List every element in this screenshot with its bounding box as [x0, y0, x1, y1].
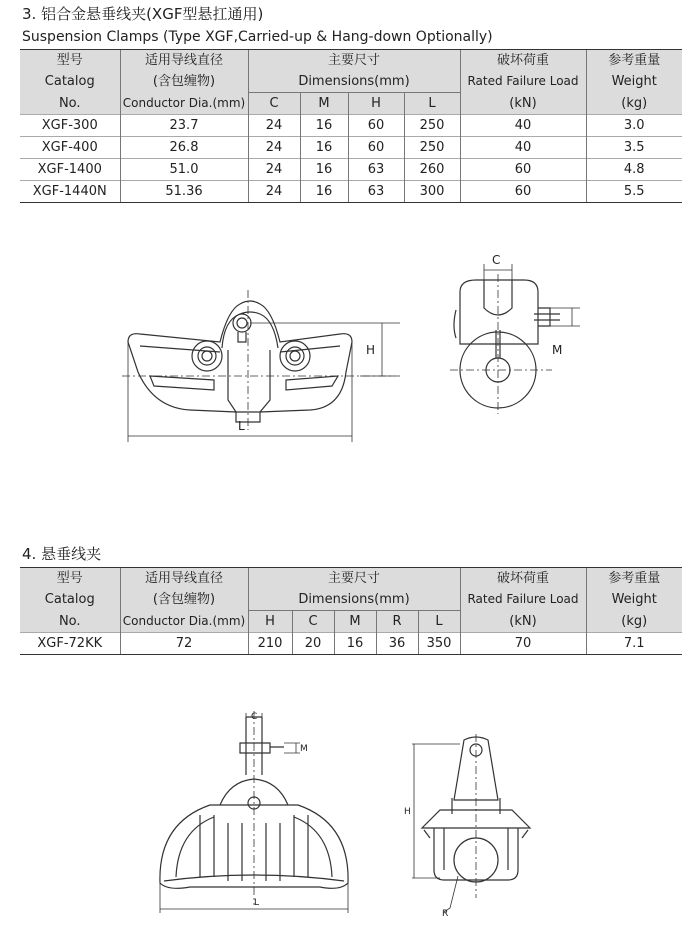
header-dim-col: H	[348, 93, 404, 115]
header-weight-cn: 参考重量	[586, 50, 682, 72]
cell: 26.8	[120, 137, 248, 159]
table-header-row-3	[20, 93, 682, 115]
header-dia-sub: (含包缠物)	[120, 589, 248, 611]
xgf72kk-side-view-drawing	[400, 730, 550, 920]
cell: 40	[460, 137, 586, 159]
cell: 5.5	[586, 181, 682, 203]
cell: 24	[248, 159, 300, 181]
cell: 63	[348, 181, 404, 203]
header-catalog-en: Catalog	[20, 71, 120, 93]
cell: 250	[404, 137, 460, 159]
cell: 60	[460, 159, 586, 181]
cell: 4.8	[586, 159, 682, 181]
cell: 300	[404, 181, 460, 203]
cell: 60	[348, 137, 404, 159]
dim-label-l: L	[238, 419, 245, 433]
header-load-cn: 破坏荷重	[460, 50, 586, 72]
cell: 72	[120, 633, 248, 655]
cell: 24	[248, 137, 300, 159]
header-catalog-cn: 型号	[20, 50, 120, 72]
header-load-en: Rated Failure Load	[460, 71, 586, 93]
cell: 63	[348, 159, 404, 181]
cell: 3.5	[586, 137, 682, 159]
section3-spec-table	[20, 49, 682, 203]
header-dim-col: H	[248, 611, 292, 633]
xgf-front-view-drawing	[110, 280, 400, 450]
header-dim-col: L	[418, 611, 460, 633]
header-catalog-no: No.	[20, 611, 120, 633]
header-dim-col: R	[376, 611, 418, 633]
header-dim-col: M	[334, 611, 376, 633]
dim-label-m: M	[552, 343, 563, 357]
section4-title: 4. 悬垂线夹	[22, 545, 102, 563]
dim-label-m: M	[300, 744, 308, 754]
cell: 350	[418, 633, 460, 655]
header-load-cn: 破坏荷重	[460, 568, 586, 590]
cell: 16	[300, 115, 348, 137]
cell: 24	[248, 181, 300, 203]
cell: 60	[348, 115, 404, 137]
header-dim-cn: 主要尺寸	[248, 568, 460, 590]
header-load-unit: (kN)	[460, 93, 586, 115]
header-dia-cn: 适用导线直径	[120, 568, 248, 590]
table-row	[20, 181, 682, 203]
dim-label-c: C	[492, 253, 501, 267]
header-dim-en: Dimensions(mm)	[248, 71, 460, 93]
header-catalog-cn: 型号	[20, 568, 120, 590]
header-weight-unit: (kg)	[586, 611, 682, 633]
cell: 16	[300, 181, 348, 203]
cell: 60	[460, 181, 586, 203]
dim-label-r: R	[442, 909, 449, 919]
table-header-row-1	[20, 50, 682, 72]
cell: 16	[300, 137, 348, 159]
cell: 70	[460, 633, 586, 655]
cell: 210	[248, 633, 292, 655]
header-dim-en: Dimensions(mm)	[248, 589, 460, 611]
table-row	[20, 159, 682, 181]
header-load-unit: (kN)	[460, 611, 586, 633]
header-weight-en: Weight	[586, 589, 682, 611]
section3-subtitle: Suspension Clamps (Type XGF,Carried-up & Hang-down Optionally)	[22, 29, 493, 45]
cell: 51.36	[120, 181, 248, 203]
dim-label-h: H	[404, 807, 411, 817]
header-dia-en: Conductor Dia.(mm)	[120, 93, 248, 115]
cell: 36	[376, 633, 418, 655]
dim-label-h: H	[366, 343, 376, 357]
header-load-en: Rated Failure Load	[460, 589, 586, 611]
header-dia-cn: 适用导线直径	[120, 50, 248, 72]
table-header-row-1	[20, 568, 682, 590]
header-dia-sub: (含包缠物)	[120, 71, 248, 93]
cell: 51.0	[120, 159, 248, 181]
cell: XGF-1400	[20, 159, 120, 181]
cell: 250	[404, 115, 460, 137]
header-dia-en: Conductor Dia.(mm)	[120, 611, 248, 633]
cell: XGF-1440N	[20, 181, 120, 203]
cell: XGF-72KK	[20, 633, 120, 655]
header-weight-cn: 参考重量	[586, 568, 682, 590]
cell: XGF-300	[20, 115, 120, 137]
dim-label-c: C	[251, 712, 258, 722]
cell: 16	[334, 633, 376, 655]
header-dim-col: C	[292, 611, 334, 633]
table-header-row-2	[20, 589, 682, 611]
cell: 16	[300, 159, 348, 181]
cell: 23.7	[120, 115, 248, 137]
header-dim-col: L	[404, 93, 460, 115]
cell: 260	[404, 159, 460, 181]
header-catalog-no: No.	[20, 93, 120, 115]
header-weight-unit: (kg)	[586, 93, 682, 115]
table-row	[20, 115, 682, 137]
cell: 40	[460, 115, 586, 137]
cell: 20	[292, 633, 334, 655]
xgf72kk-front-view-drawing	[150, 705, 370, 920]
table-header-row-2	[20, 71, 682, 93]
table-row	[20, 137, 682, 159]
header-weight-en: Weight	[586, 71, 682, 93]
header-catalog-en: Catalog	[20, 589, 120, 611]
dim-label-l: L	[254, 898, 260, 908]
header-dim-col: M	[300, 93, 348, 115]
cell: XGF-400	[20, 137, 120, 159]
section4-spec-table	[20, 567, 682, 655]
header-dim-cn: 主要尺寸	[248, 50, 460, 72]
table-row	[20, 633, 682, 655]
cell: 24	[248, 115, 300, 137]
header-dim-col: C	[248, 93, 300, 115]
cell: 7.1	[586, 633, 682, 655]
table-header-row-3	[20, 611, 682, 633]
section3-title: 3. 铝合金悬垂线夹(XGF型悬扛通用)	[22, 5, 264, 23]
cell: 3.0	[586, 115, 682, 137]
xgf-side-view-drawing	[440, 250, 590, 420]
